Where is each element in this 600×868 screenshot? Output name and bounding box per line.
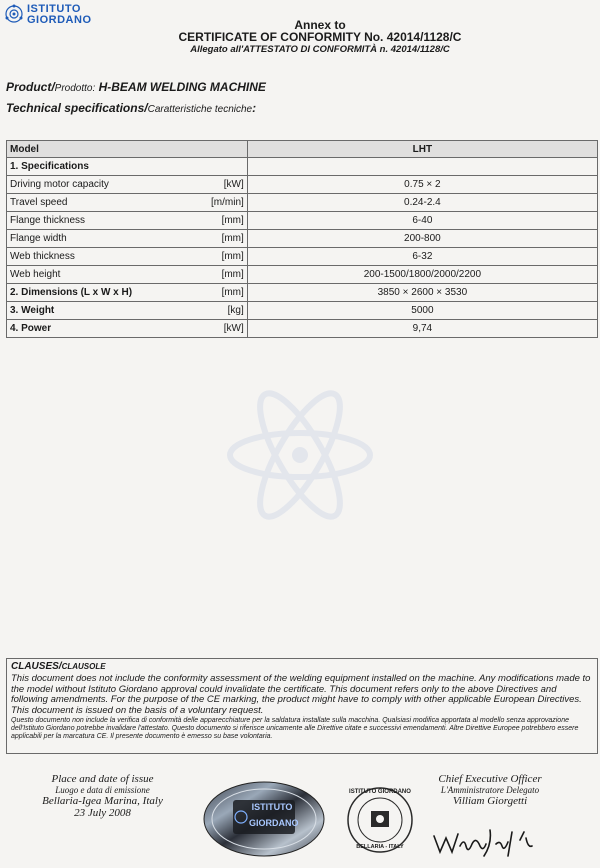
hologram-text-line1: ISTITUTO <box>251 802 293 812</box>
logo-mark-icon <box>4 4 24 24</box>
row-value: 0.75 × 2 <box>247 176 597 194</box>
row-unit: [m/min] <box>208 194 247 212</box>
table-row <box>7 176 598 194</box>
specifications-section-label: 1. Specifications <box>7 158 209 176</box>
product-label-italian: Prodotto: <box>54 83 96 94</box>
weight-unit: [kg] <box>208 302 247 320</box>
weight-label: 3. Weight <box>7 302 209 320</box>
row-name: Driving motor capacity <box>7 176 209 194</box>
row-name: Travel speed <box>7 194 209 212</box>
row-value: 200-800 <box>247 230 597 248</box>
issue-label: Place and date of issue <box>51 773 154 785</box>
table-row <box>7 212 598 230</box>
official-stamp <box>345 783 415 858</box>
technical-specifications-heading <box>6 101 256 115</box>
power-label: 4. Power <box>7 320 209 338</box>
hologram-seal <box>203 780 325 858</box>
officer-title: Chief Executive Officer <box>438 773 542 785</box>
weight-value: 5000 <box>247 302 597 320</box>
tech-colon: : <box>252 101 257 115</box>
row-unit: [mm] <box>208 266 247 284</box>
row-unit: [mm] <box>208 248 247 266</box>
tech-label: Technical specifications/ <box>6 101 148 115</box>
specifications-table <box>6 140 598 338</box>
model-unit-cell <box>208 141 247 158</box>
dimensions-value: 3850 × 2600 × 3530 <box>247 284 597 302</box>
row-name: Flange thickness <box>7 212 209 230</box>
stamp-text-bottom: BELLARIA - ITALY <box>356 844 404 850</box>
table-row <box>7 248 598 266</box>
row-unit: [mm] <box>208 230 247 248</box>
officer-name: Villiam Giorgetti <box>452 795 528 807</box>
product-label: Product/ <box>6 80 55 94</box>
table-row <box>7 230 598 248</box>
issue-label-italian: Luogo e data di emissione <box>55 785 150 795</box>
row-unit: [kW] <box>208 176 247 194</box>
atom-watermark-icon <box>225 385 375 525</box>
officer-block <box>415 773 565 807</box>
clauses-box <box>6 658 598 754</box>
tech-label-italian: Caratteristiche tecniche <box>147 104 253 115</box>
row-value: 6-40 <box>247 212 597 230</box>
table-row <box>7 284 598 302</box>
issue-date: 23 July 2008 <box>74 807 131 819</box>
certificate-number: CERTIFICATE OF CONFORMITY No. 42014/1128/C <box>178 30 462 44</box>
model-label: Model <box>7 141 209 158</box>
table-row <box>7 320 598 338</box>
row-unit: [mm] <box>208 212 247 230</box>
row-value: 6-32 <box>247 248 597 266</box>
row-value: 200-1500/1800/2000/2200 <box>247 266 597 284</box>
logo-text-line1: ISTITUTO <box>27 3 81 15</box>
table-row <box>7 302 598 320</box>
logo-text-line2: GIORDANO <box>27 14 92 26</box>
dimensions-label: 2. Dimensions (L x W x H) <box>7 284 209 302</box>
table-row <box>7 158 598 176</box>
power-unit: [kW] <box>208 320 247 338</box>
stamp-text-top: ISTITUTO GIORDANO <box>349 789 411 795</box>
hologram-text-line2: GIORDANO <box>249 818 299 828</box>
certificate-number-italian: Allegato all'ATTESTATO DI CONFORMITÀ n. 42014/1128/C <box>190 44 450 55</box>
place-and-date-block <box>30 773 175 819</box>
table-header-row <box>7 141 598 158</box>
row-name: Flange width <box>7 230 209 248</box>
model-value: LHT <box>247 141 597 158</box>
power-value: 9,74 <box>247 320 597 338</box>
clauses-text-english: This document does not include the conformity assessment of the welding equipment installed on the machine. Any modifications made to the model without Istituto Giordano approval could invalidate the certificate. This document refers only to the above Directives and following amendments. For the purpose of the CE marking, the product might have to comply with other applicable European Directives. This document is issued on the basis of a voluntary request. <box>11 673 591 716</box>
row-value: 0.24-2.4 <box>247 194 597 212</box>
issue-place: Bellaria-Igea Marina, Italy <box>42 795 163 807</box>
handwritten-signature-icon <box>430 826 550 860</box>
clauses-title: CLAUSES/CLAUSOLE <box>11 661 106 672</box>
product-line <box>6 80 266 94</box>
table-row <box>7 266 598 284</box>
annex-heading: Annex to <box>294 18 346 32</box>
dimensions-unit: [mm] <box>208 284 247 302</box>
clauses-text-italian: Questo documento non include la verifica di conformità delle apparecchiature per la saldatura installate sulla macchina. Qualsiasi modifica apportata al modello senza approvazione dell'Istituto Giordano potrebbe invalidare l'attestato. Questo documento si riferisce unicamente alle Direttive citate e successivi emendamenti. Altre Direttive Europee potrebbero essere applicabili per la marcatura CE. Il presente documento è emesso su base volontaria. <box>11 717 579 740</box>
row-name: Web height <box>7 266 209 284</box>
officer-title-italian: L'Amministratore Delegato <box>440 785 540 795</box>
istituto-giordano-logo <box>4 3 134 29</box>
row-name: Web thickness <box>7 248 209 266</box>
table-row <box>7 194 598 212</box>
product-name: H-BEAM WELDING MACHINE <box>95 80 266 94</box>
